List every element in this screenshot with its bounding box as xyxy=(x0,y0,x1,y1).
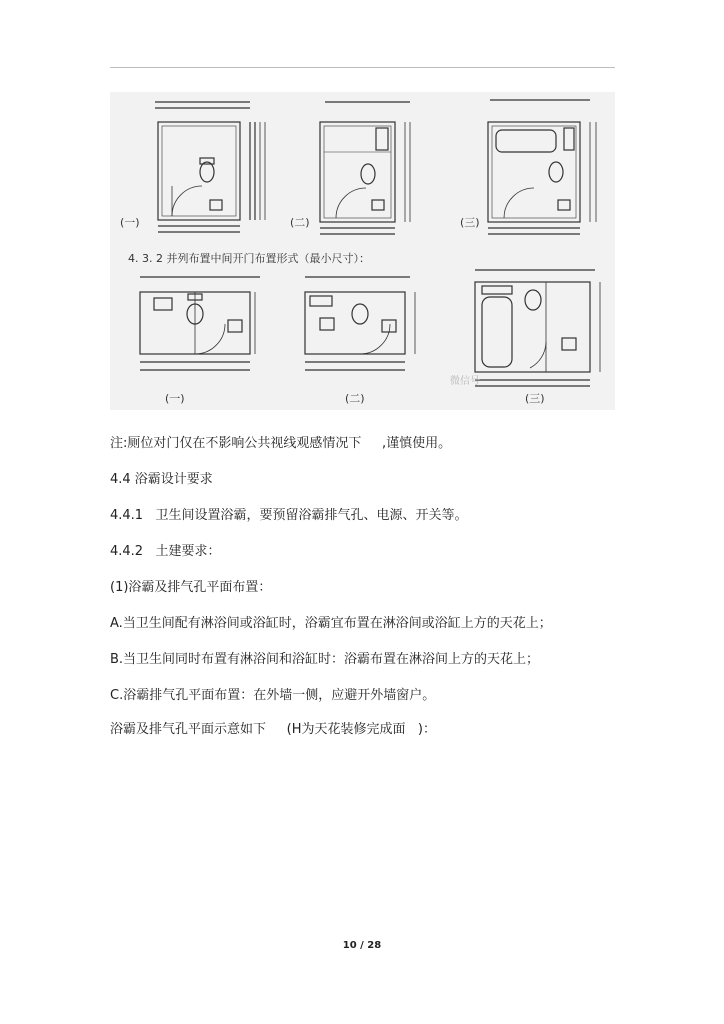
note-paragraph: 注:厕位对门仅在不影响公共视线观感情况下 ,谨慎使用。 xyxy=(110,436,452,451)
paragraph-item-a: A.当卫生间配有淋浴间或浴缸时，浴霸宜布置在淋浴间或浴缸上方的天花上； xyxy=(110,616,552,631)
bottom-label-3: (三) xyxy=(525,392,545,405)
watermark: 微信号 xyxy=(450,376,480,387)
figure-section-title: 4. 3. 2 并列布置中间开门布置形式（最小尺寸）： xyxy=(128,252,370,265)
plan-bottom-1 xyxy=(140,277,260,370)
top-label-2: (二) xyxy=(290,216,310,229)
paragraph-diagram-intro: 浴霸及排气孔平面示意如下 (H为天花装修完成面 )： xyxy=(110,722,436,737)
plan-top-2 xyxy=(320,102,410,234)
page-number: 10 / 28 xyxy=(342,940,382,951)
top-label-1: (一) xyxy=(120,216,140,229)
paragraph-4-4-2: 4.4.2 土建要求： xyxy=(110,544,221,559)
floorplan-drawings xyxy=(110,92,615,410)
paragraph-item-b: B.当卫生间同时布置有淋浴间和浴缸时：浴霸布置在淋浴间上方的天花上； xyxy=(110,652,540,667)
paragraph-item-1: (1)浴霸及排气孔平面布置： xyxy=(110,580,272,595)
bottom-label-2: (二) xyxy=(345,392,365,405)
plan-top-3 xyxy=(488,100,596,234)
section-heading-4-4: 4.4 浴霸设计要求 xyxy=(110,472,213,487)
plan-top-1 xyxy=(155,102,265,232)
header-rule xyxy=(110,67,615,68)
bottom-label-1: (一) xyxy=(165,392,185,405)
paragraph-item-c: C.浴霸排气孔平面布置：在外墙一侧，应避开外墙窗户。 xyxy=(110,688,436,703)
bathroom-layout-figure xyxy=(110,92,615,410)
top-label-3: (三) xyxy=(460,216,480,229)
paragraph-4-4-1: 4.4.1 卫生间设置浴霸，要预留浴霸排气孔、电源、开关等。 xyxy=(110,508,468,523)
plan-bottom-3 xyxy=(475,270,600,386)
plan-bottom-2 xyxy=(305,277,415,370)
